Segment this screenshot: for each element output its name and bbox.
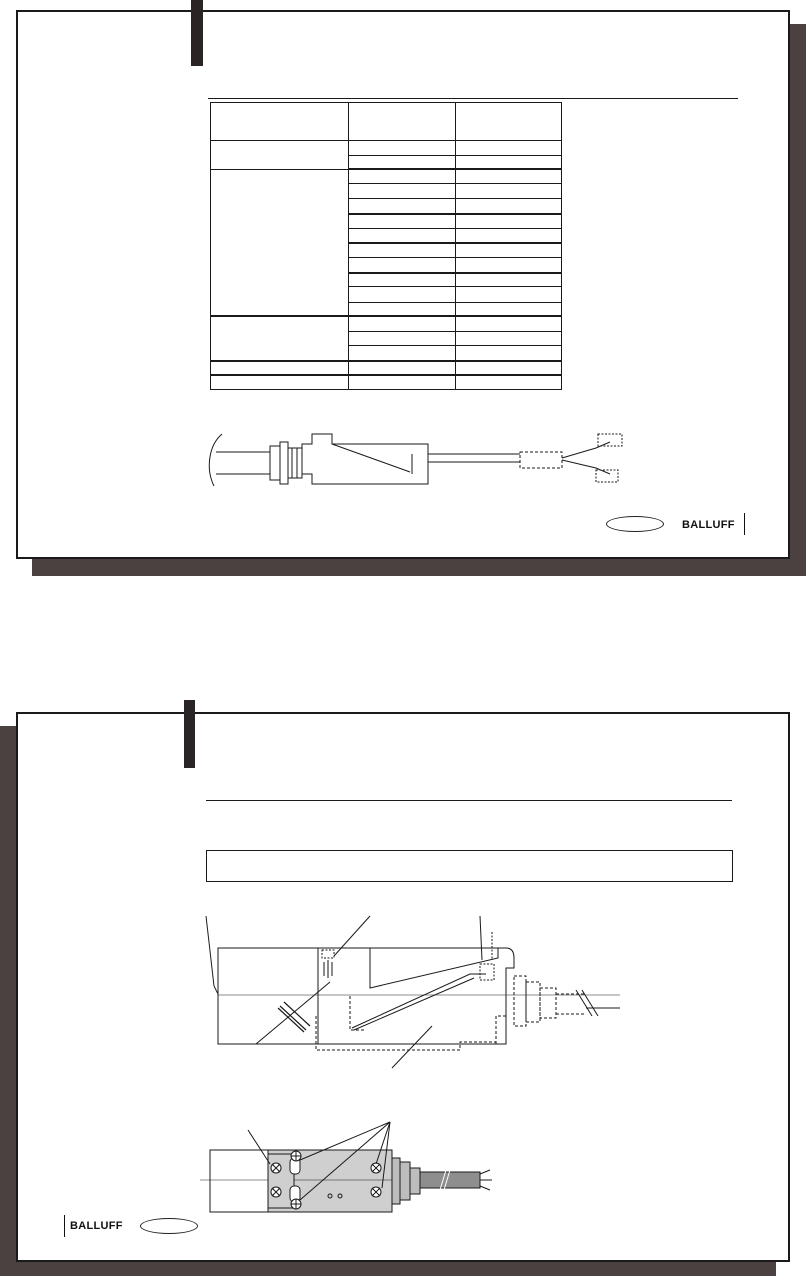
table-cell xyxy=(349,316,455,331)
table-cell xyxy=(211,169,349,316)
table-cell xyxy=(455,332,561,346)
table-cell xyxy=(349,346,455,361)
table-cell xyxy=(211,316,349,361)
page-2-header-rule xyxy=(206,800,732,801)
table-cell xyxy=(211,375,349,389)
table-cell xyxy=(211,361,349,375)
logo-divider xyxy=(64,1215,65,1237)
table-cell xyxy=(349,103,455,141)
page-1-footer-oval xyxy=(606,516,664,532)
connector-dashed-box xyxy=(520,452,562,468)
table-cell xyxy=(349,258,455,273)
gland-nut-1 xyxy=(514,976,526,1026)
table-cell xyxy=(455,287,561,302)
table-cell xyxy=(455,140,561,155)
table-row xyxy=(211,316,562,331)
gland-body xyxy=(392,1158,400,1204)
table-cell xyxy=(349,302,455,316)
table-cell xyxy=(455,103,561,141)
table-cell xyxy=(349,140,455,155)
table-cell xyxy=(349,287,455,302)
spec-table xyxy=(210,102,562,390)
table-cell xyxy=(455,302,561,316)
table-cell xyxy=(455,184,561,199)
balluff-logo: BALLUFF xyxy=(70,1220,123,1232)
table-cell xyxy=(349,243,455,257)
logo-divider xyxy=(744,513,745,535)
balluff-logo: BALLUFF xyxy=(682,519,735,531)
table-cell xyxy=(349,169,455,183)
table-cell xyxy=(349,228,455,243)
sensor-top-view-drawing xyxy=(200,1118,500,1218)
housing-body xyxy=(302,434,428,484)
note-box xyxy=(206,850,733,882)
table-cell xyxy=(455,375,561,389)
table-cell xyxy=(349,184,455,199)
page-2-section-tab xyxy=(184,700,195,768)
table-cell xyxy=(455,258,561,273)
connector-plug-2 xyxy=(596,470,618,482)
table-cell xyxy=(455,243,561,257)
housing-outline xyxy=(318,948,514,1044)
table-cell xyxy=(455,273,561,287)
sensor-face xyxy=(210,1150,268,1212)
table-row xyxy=(211,361,562,375)
page-1-section-tab xyxy=(191,0,203,66)
sensor-side-view-drawing xyxy=(200,912,630,1072)
table-cell xyxy=(349,361,455,375)
page-1-header-rule xyxy=(208,98,738,99)
table-cell xyxy=(349,214,455,228)
cable xyxy=(420,1172,480,1188)
sensor-head xyxy=(218,948,318,1044)
cable-break-curve xyxy=(209,434,222,486)
table-cell xyxy=(349,273,455,287)
table-row xyxy=(211,375,562,389)
table-cell xyxy=(455,214,561,228)
table-row xyxy=(211,140,562,155)
table-cell xyxy=(349,155,455,169)
table-cell xyxy=(455,361,561,375)
gland-nut-3 xyxy=(540,988,556,1018)
table-cell xyxy=(455,169,561,183)
table-cell xyxy=(455,316,561,331)
table-cell xyxy=(211,103,349,141)
connector-plug-1 xyxy=(598,434,622,446)
cable-gland xyxy=(270,446,280,480)
table-row xyxy=(211,103,562,141)
page-2-footer-oval xyxy=(140,1218,198,1234)
table-cell xyxy=(455,155,561,169)
gland-nut-2 xyxy=(526,982,540,1022)
cable-assembly-drawing xyxy=(200,428,640,498)
table-cell xyxy=(455,199,561,214)
table-row xyxy=(211,169,562,183)
table-cell xyxy=(349,332,455,346)
table-cell xyxy=(455,228,561,243)
table-cell xyxy=(211,140,349,169)
table-cell xyxy=(455,346,561,361)
table-cell xyxy=(349,199,455,214)
table-cell xyxy=(349,375,455,389)
